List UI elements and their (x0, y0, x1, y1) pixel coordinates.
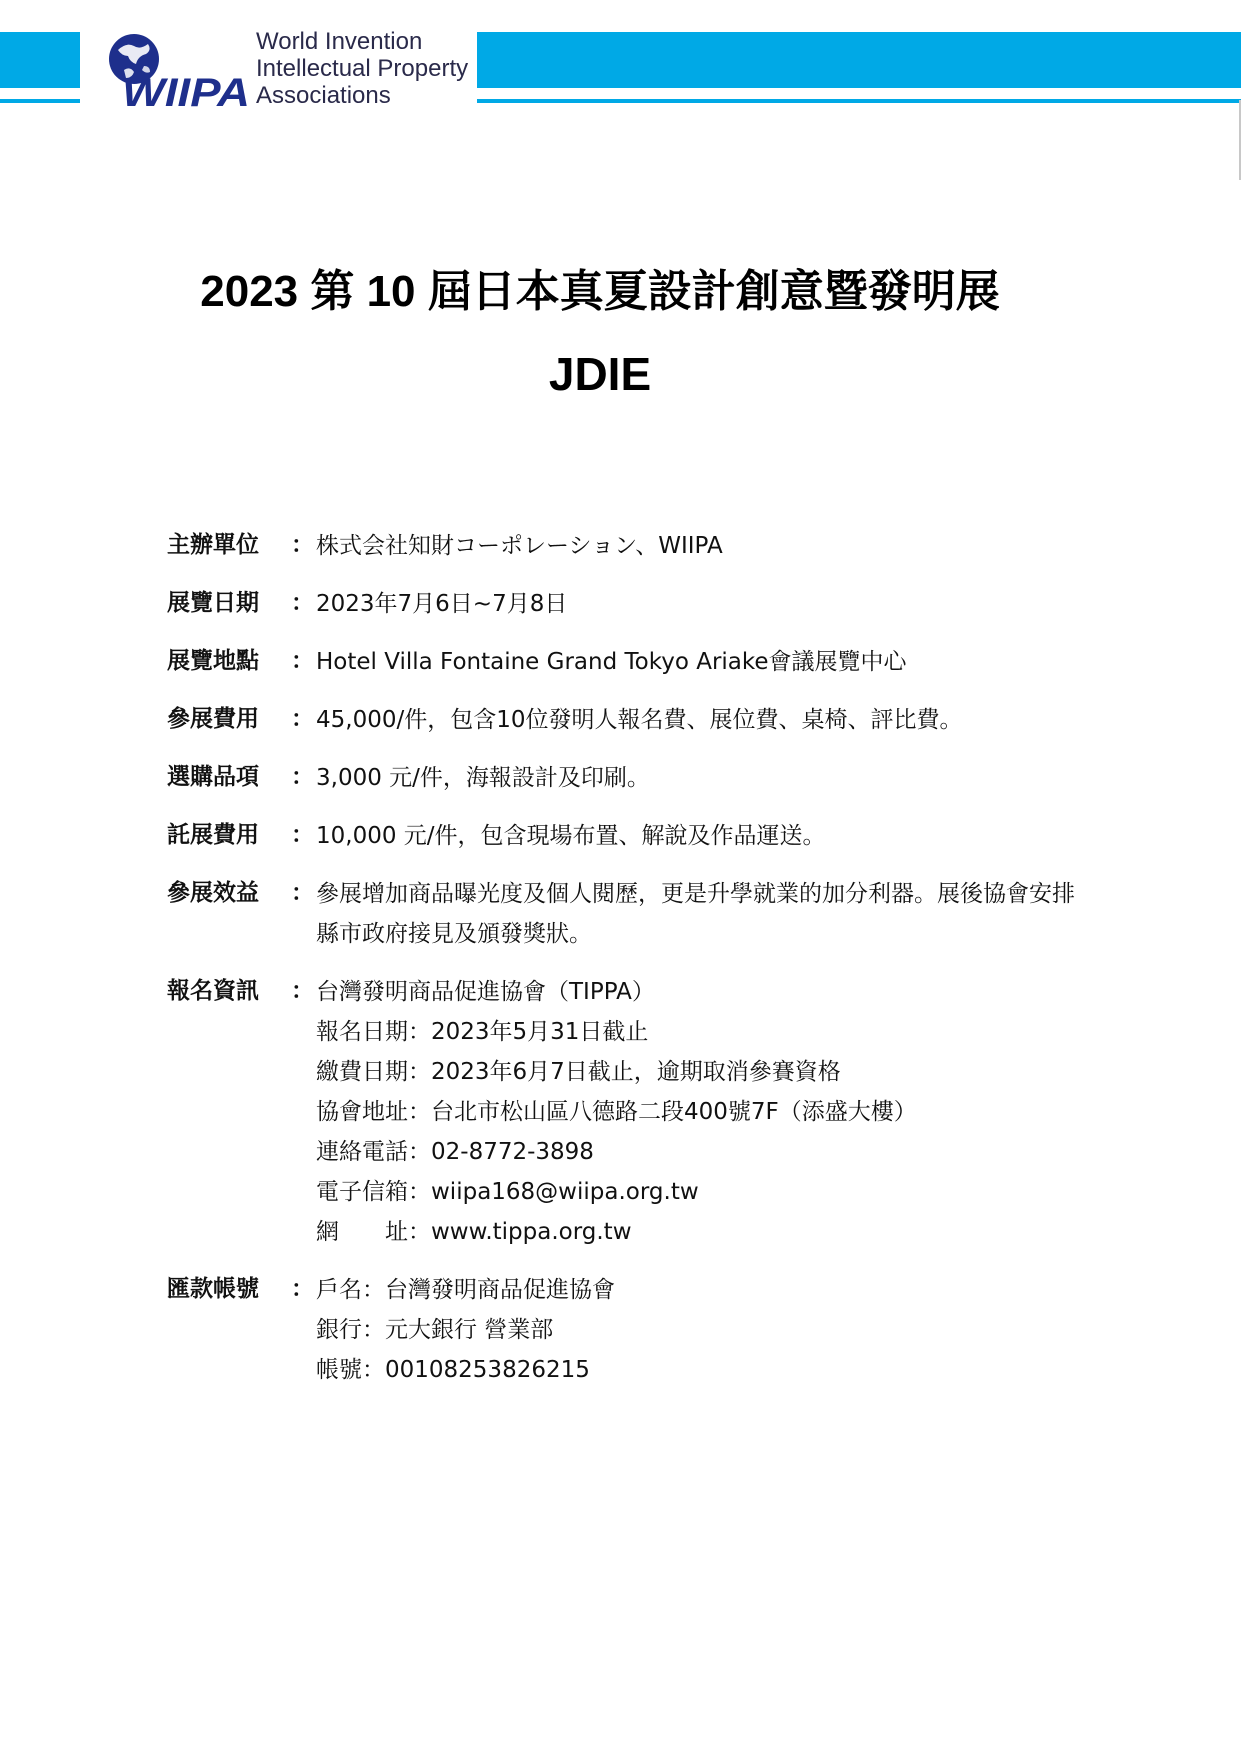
wiipa-logo (104, 30, 254, 110)
organizer-row (167, 530, 1087, 566)
header-band-right (477, 32, 1241, 88)
optional-colon: ： (291, 764, 314, 790)
venue-label: 展覽地點 (167, 648, 259, 674)
payment-deadline: 繳費日期：2023年6月7日截止，逾期取消參賽資格 (316, 1059, 841, 1085)
consign-colon: ： (291, 822, 314, 848)
optional-value: 3,000 元/件，海報設計及印刷。 (316, 765, 650, 791)
account-number: 帳號：00108253826215 (316, 1357, 590, 1383)
page-title: 2023 第 10 屆日本真夏設計創意暨發明展 (200, 267, 1000, 316)
consign-value: 10,000 元/件，包含現場布置、解說及作品運送。 (316, 823, 826, 849)
org-name (256, 28, 468, 109)
benefit-row (167, 878, 1087, 954)
fee-value: 45,000/件，包含10位發明人報名費、展位費、桌椅、評比費。 (316, 707, 963, 733)
contact-phone: 連絡電話：02-8772-3898 (316, 1139, 594, 1165)
org-line-3: Associations (256, 82, 391, 109)
registration-colon: ： (291, 978, 314, 1004)
benefit-value: 參展增加商品曝光度及個人閱歷，更是升學就業的加分利器。展後協會安排縣市政府接見及頒發獎狀。 (316, 881, 1075, 947)
fee-label: 參展費用 (167, 706, 259, 732)
registration-label: 報名資訊 (167, 978, 259, 1004)
bank-name: 銀行：元大銀行 營業部 (316, 1317, 554, 1343)
benefit-label: 參展效益 (167, 880, 259, 906)
page-subtitle: JDIE (548, 348, 652, 400)
venue-row (167, 646, 1087, 682)
fee-colon: ： (291, 706, 314, 732)
header-band-left (0, 32, 80, 88)
registration-row (167, 976, 1087, 1252)
header-line-right (477, 99, 1241, 103)
association-address: 協會地址：台北市松山區八德路二段400號7F（添盛大樓） (316, 1099, 917, 1125)
header-line-left (0, 99, 80, 103)
org-line-1: World Invention (256, 28, 423, 55)
benefit-colon: ： (291, 880, 314, 906)
optional-label: 選購品項 (167, 764, 259, 790)
consign-row (167, 820, 1087, 856)
fee-row (167, 704, 1087, 740)
account-name: 戶名：台灣發明商品促進協會 (316, 1277, 615, 1303)
organizer-colon: ： (291, 532, 314, 558)
date-row (167, 588, 1087, 624)
info-section (167, 530, 1087, 1412)
organizer-value: 株式会社知財コーポレーション、WIIPA (316, 533, 723, 559)
website: 網 址：www.tippa.org.tw (316, 1219, 632, 1245)
bank-colon: ： (291, 1276, 314, 1302)
date-label: 展覽日期 (167, 590, 259, 616)
date-value: 2023年7月6日~7月8日 (316, 591, 568, 617)
registration-association: 台灣發明商品促進協會（TIPPA） (316, 979, 655, 1005)
logo-text: WIIPA (122, 71, 250, 110)
org-line-2: Intellectual Property (256, 55, 469, 82)
venue-value: Hotel Villa Fontaine Grand Tokyo Ariake會議展覽中心 (316, 649, 907, 675)
optional-row (167, 762, 1087, 798)
bank-row (167, 1274, 1087, 1390)
date-colon: ： (291, 590, 314, 616)
organizer-label: 主辦單位 (167, 532, 259, 558)
bank-label: 匯款帳號 (167, 1276, 259, 1302)
venue-colon: ： (291, 648, 314, 674)
consign-label: 託展費用 (167, 822, 259, 848)
registration-deadline: 報名日期：2023年5月31日截止 (316, 1019, 649, 1045)
contact-email: 電子信箱：wiipa168@wiipa.org.tw (316, 1179, 699, 1205)
